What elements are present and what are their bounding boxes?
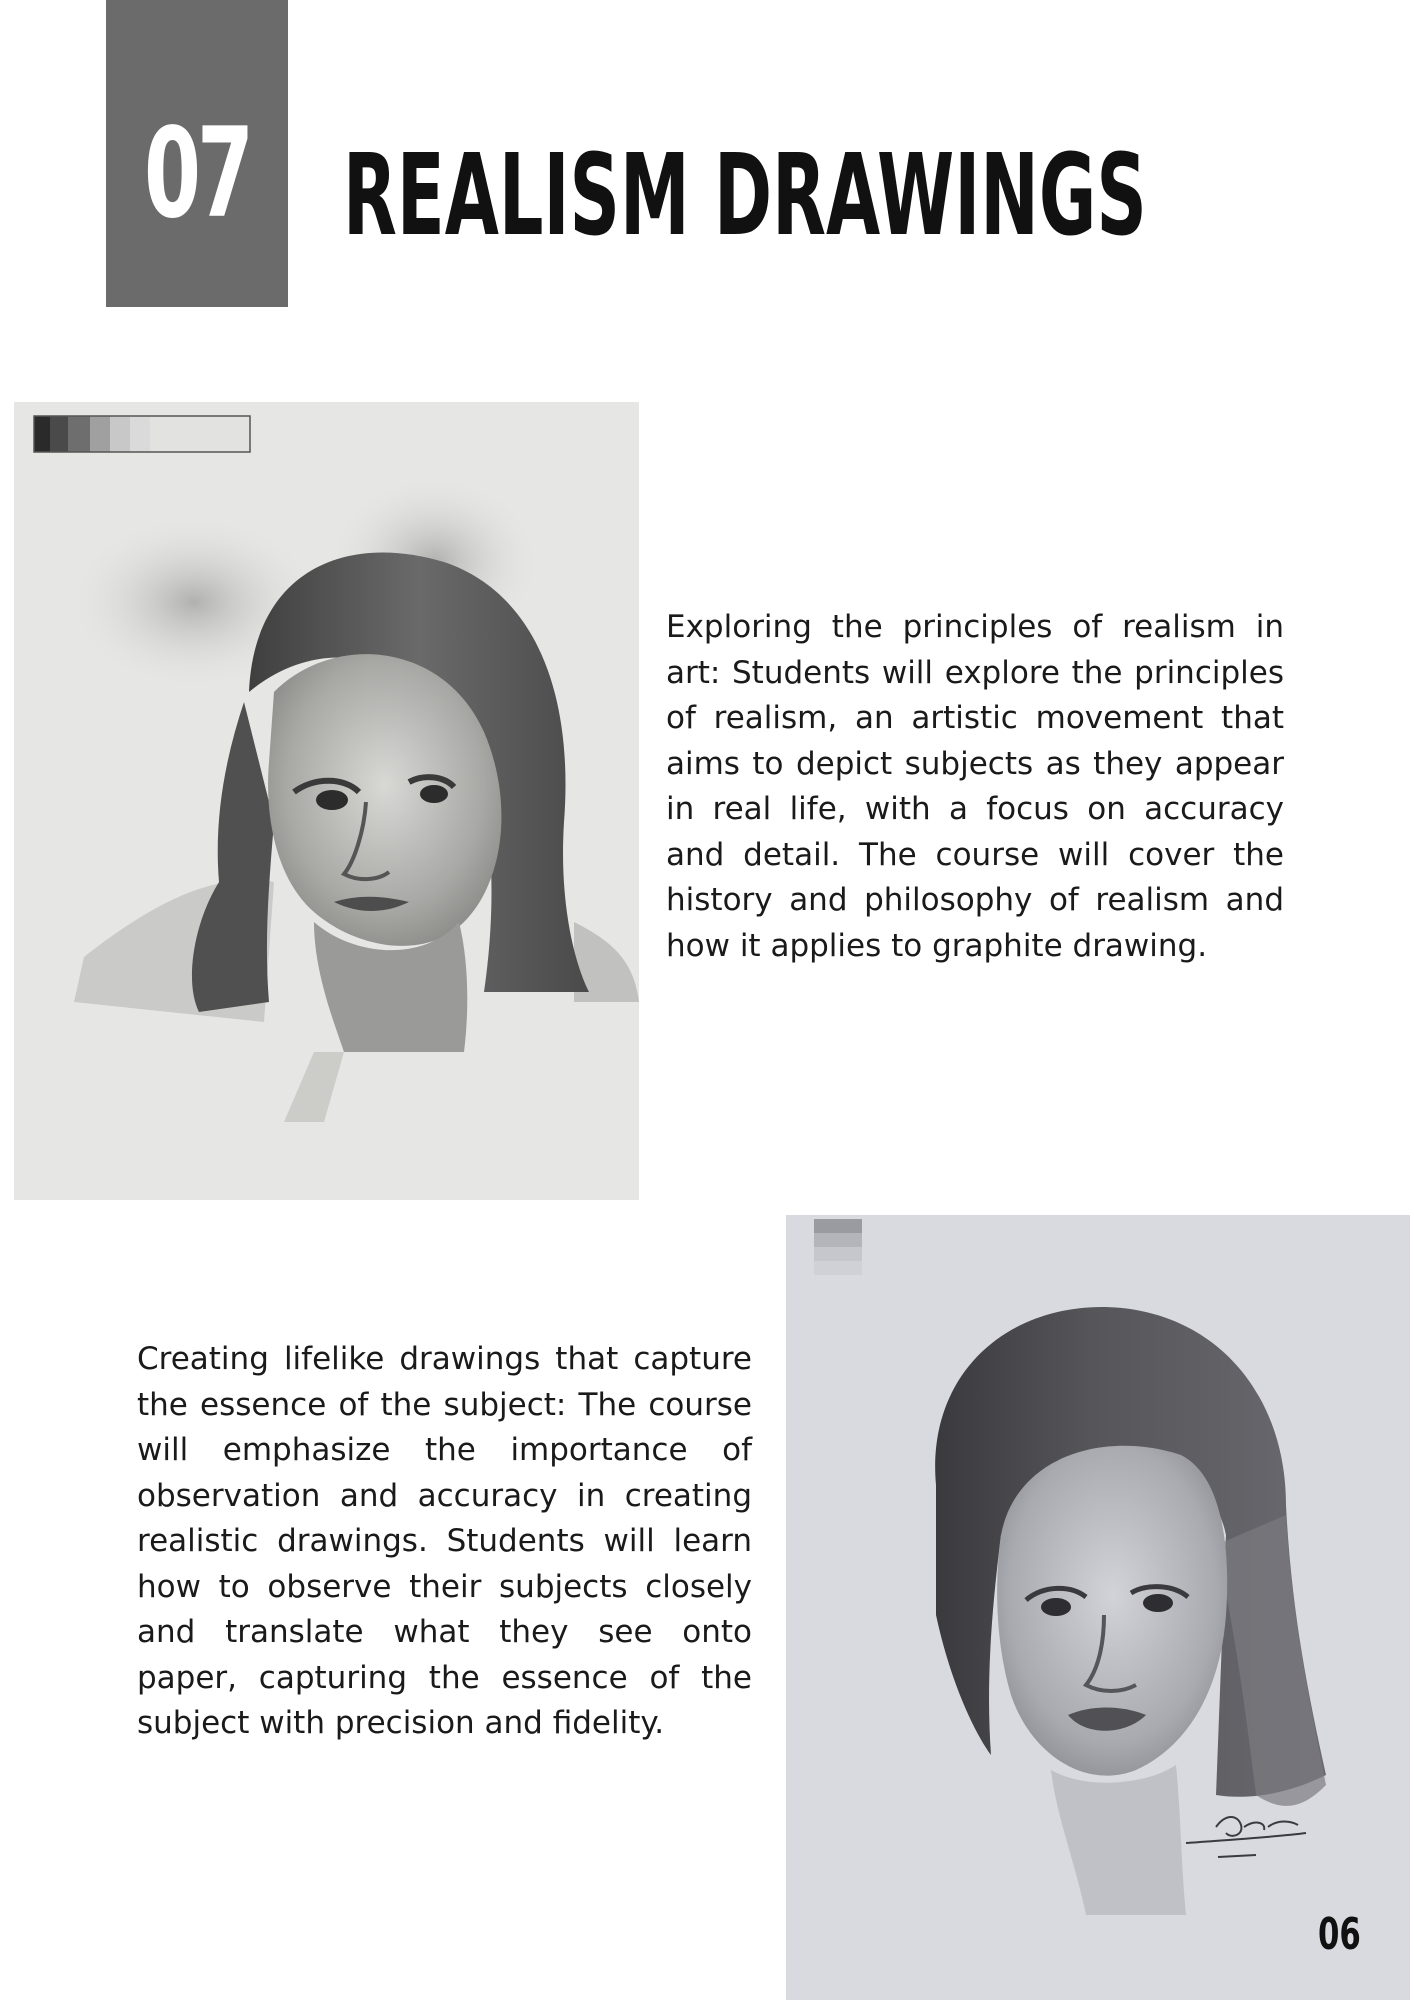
portrait-sketch-1-graphic: [14, 402, 639, 1200]
lifelike-drawings-paragraph: Creating lifelike drawings that capture the essence of the subject: The course will emphasize the importance of observation and accuracy in creating realistic drawings. Students will learn how to observe their subjects closely and translate what they see onto paper, capturing the essence of the subject with precision and fidelity.: [137, 1341, 752, 1741]
portrait-sketch-2-graphic: [786, 1215, 1410, 2000]
artist-signature: [1186, 1817, 1306, 1857]
page-number: 06: [1318, 1909, 1361, 1960]
section-number-block: [106, 0, 288, 307]
page-title: REALISM DRAWINGS: [343, 131, 1147, 261]
value-scale: [814, 1219, 862, 1275]
value-scale: [34, 416, 250, 452]
portrait-drawing-1: [14, 402, 639, 1200]
section-number: 07: [144, 102, 250, 246]
portrait-drawing-2: [786, 1215, 1410, 2000]
realism-principles-paragraph: Exploring the principles of realism in art: Students will explore the principles of realism, an artistic movement that aims to depict subjects as they appear in real life, with a focus on accuracy and detail. The course will cover the history and philosophy of realism and how it applies to graphite drawing.: [666, 609, 1284, 964]
